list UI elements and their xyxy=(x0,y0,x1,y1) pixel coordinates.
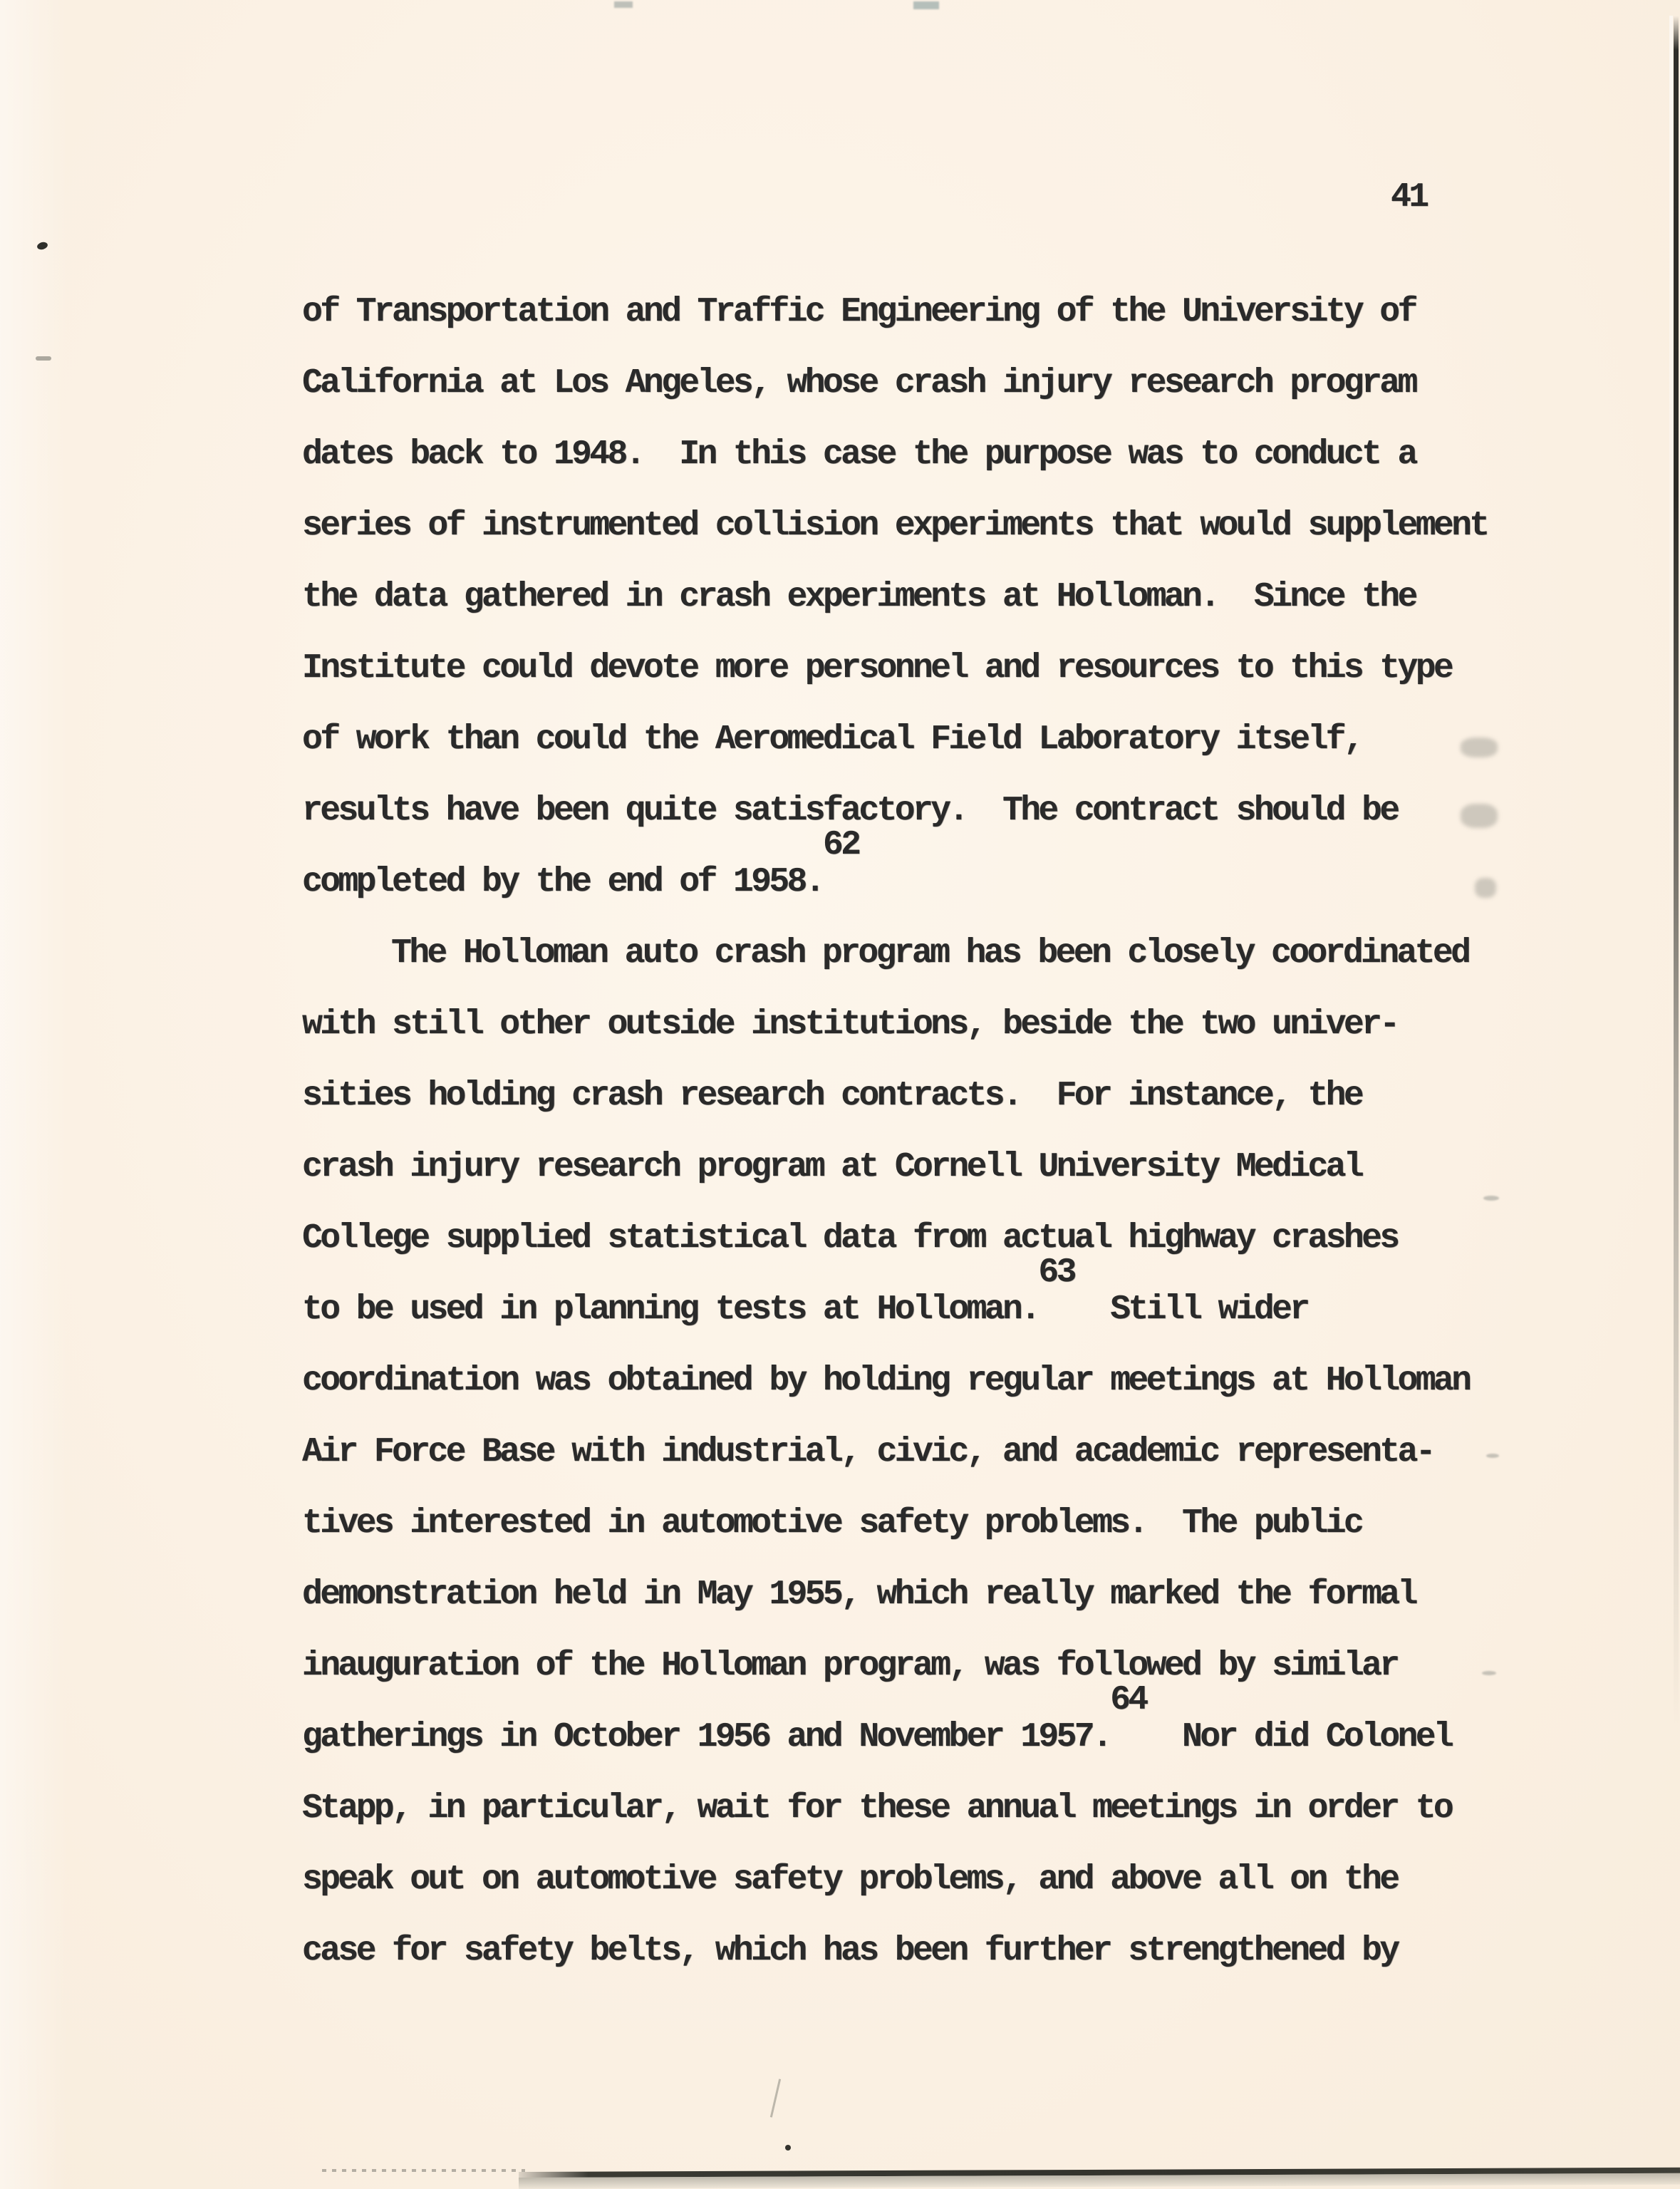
footnote-ref: 63 xyxy=(1038,1253,1074,1292)
line-text: with still other outside institutions, beside the two univer- xyxy=(302,1005,1398,1044)
line-text: College supplied statistical data from actual highway crashes xyxy=(302,1219,1398,1258)
line-text: coordination was obtained by holding regular meetings at Holloman xyxy=(302,1362,1470,1400)
line-text: Stapp, in particular, wait for these annual meetings in order to xyxy=(302,1789,1452,1828)
text-line xyxy=(302,1559,1556,1630)
text-line xyxy=(302,1488,1556,1559)
line-text: tives interested in automotive safety problems. The public xyxy=(302,1504,1362,1543)
scan-tick xyxy=(913,1,939,9)
text-line xyxy=(302,775,1556,847)
text-line xyxy=(302,633,1556,704)
text-line xyxy=(302,490,1556,562)
scan-tick xyxy=(614,1,633,8)
line-text: completed by the end of 1958. xyxy=(302,863,823,901)
line-text: inauguration of the Holloman program, was followed by similar xyxy=(302,1647,1398,1685)
line-text: speak out on automotive safety problems, and above all on the xyxy=(302,1861,1398,1899)
text-line xyxy=(302,704,1556,775)
text-line xyxy=(302,989,1556,1060)
scan-edge-bottom-line xyxy=(519,2168,1680,2178)
footnote-ref: 62 xyxy=(822,826,859,864)
text-line xyxy=(302,1844,1556,1915)
text-line xyxy=(302,276,1556,348)
text-line xyxy=(302,1203,1556,1274)
line-text: Still wider xyxy=(1074,1290,1308,1329)
text-line xyxy=(302,1060,1556,1132)
page-number: 41 xyxy=(1391,178,1427,217)
text-line xyxy=(302,918,1556,989)
line-text: gatherings in October 1956 and November 1957. xyxy=(302,1718,1111,1756)
line-text: of Transportation and Traffic Engineering of the University of xyxy=(302,293,1416,331)
text-line xyxy=(302,1417,1556,1488)
line-text: Air Force Base with industrial, civic, and academic representa- xyxy=(302,1433,1433,1471)
line-text: The Holloman auto crash program has been closely coordinated xyxy=(391,934,1469,973)
text-line xyxy=(302,1253,1556,1345)
text-line xyxy=(302,1681,1556,1773)
text-line xyxy=(302,348,1556,419)
line-text: crash injury research program at Cornell University Medical xyxy=(302,1148,1362,1186)
line-text: Nor did Colonel xyxy=(1146,1718,1452,1756)
footnote-ref: 64 xyxy=(1110,1681,1146,1719)
scan-edge-bottom-shade xyxy=(519,2173,1680,2189)
text-line xyxy=(302,826,1556,918)
scan-speck xyxy=(36,356,51,361)
line-text: dates back to 1948. In this case the purpose was to conduct a xyxy=(302,435,1416,474)
scan-speck xyxy=(36,241,48,251)
line-text: Institute could devote more personnel and resources to this type xyxy=(302,649,1452,688)
line-text: to be used in planning tests at Holloman. xyxy=(302,1290,1039,1329)
text-line xyxy=(302,1630,1556,1702)
line-text: of work than could the Aeromedical Field Laboratory itself, xyxy=(302,720,1362,759)
line-text: demonstration held in May 1955, which really marked the formal xyxy=(302,1575,1416,1614)
text-line xyxy=(302,1915,1556,1987)
text-line xyxy=(302,1132,1556,1203)
text-line xyxy=(302,562,1556,633)
line-text: results have been quite satisfactory. The contract should be xyxy=(302,792,1398,830)
line-text: sities holding crash research contracts. For instance, the xyxy=(302,1077,1362,1115)
text-line xyxy=(302,1773,1556,1844)
text-line xyxy=(302,419,1556,490)
scan-slash-mark xyxy=(770,2079,781,2117)
line-text: California at Los Angeles, whose crash injury research program xyxy=(302,364,1416,403)
page-body xyxy=(302,276,1556,1987)
line-text: case for safety belts, which has been further strengthened by xyxy=(302,1932,1398,1970)
line-text: series of instrumented collision experiments that would supplement xyxy=(302,507,1488,545)
scan-dot xyxy=(785,2145,791,2151)
text-line xyxy=(302,1345,1556,1417)
scan-edge-right-line xyxy=(1674,16,1679,1726)
scan-edge-right-hilite xyxy=(1669,16,1673,1085)
scan-edge-bottom-dots xyxy=(322,2169,525,2172)
line-text: the data gathered in crash experiments at Holloman. Since the xyxy=(302,578,1416,616)
